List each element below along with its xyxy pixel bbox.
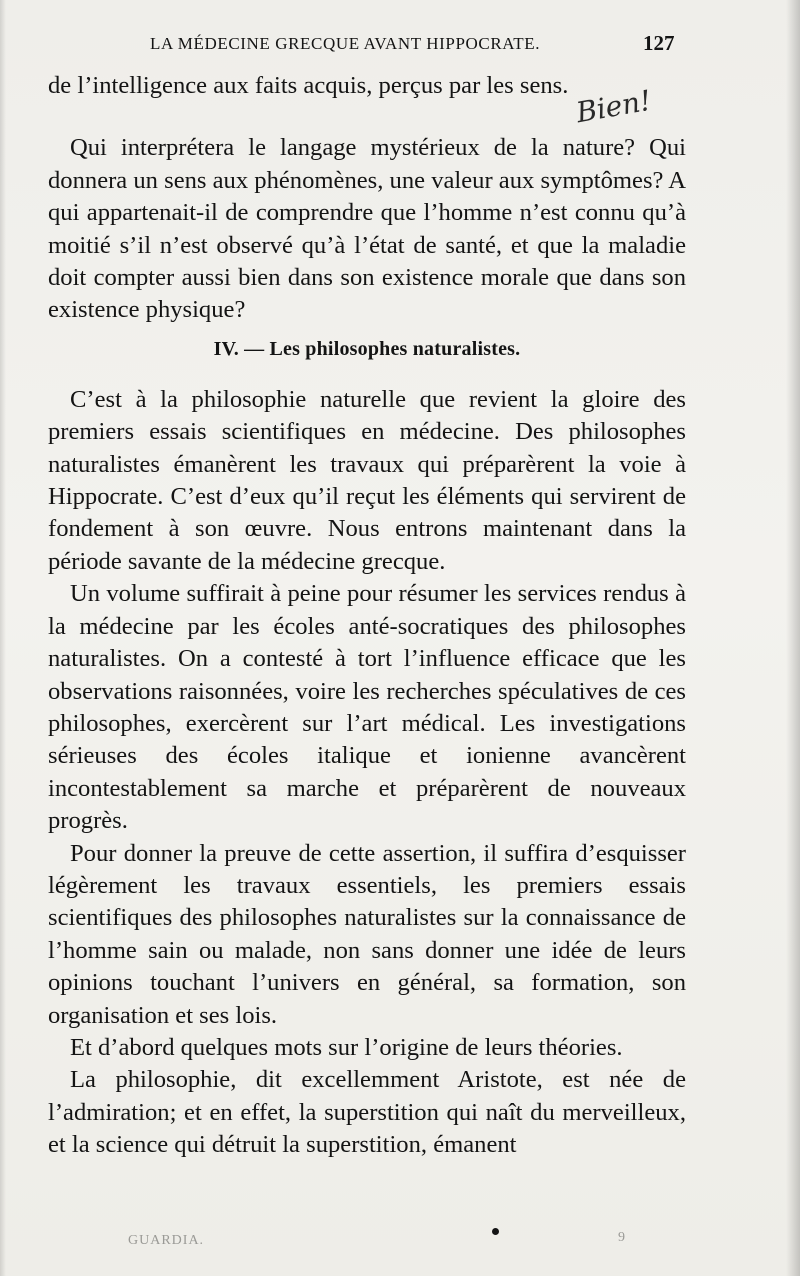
body-text — [48, 70, 686, 1162]
page-header — [0, 31, 800, 58]
running-title: LA MÉDECINE GRECQUE AVANT HIPPOCRATE. — [150, 34, 541, 53]
paragraph: Pour donner la preuve de cette assertion, il suffira d’esquisser légèrement les travaux essentiels, les premiers essais scientifiques des philosophes naturalistes sur la connaissance de l’homme sain ou malade, non sans donner une idée de leurs opinions touchant l’univers en général, sa formation, son organisation et ses lois. — [48, 839, 686, 1029]
paragraph: Qui interprétera le langage mystérieux de la nature? Qui donnera un sens aux phénomènes, une valeur aux symptômes? A qui appartenait-il de comprendre que l’homme n’est connu qu’à moitié s’il n’est observé qu’à l’état de santé, et que la maladie doit compter aussi bien dans son existence morale que dans son existence physique? — [48, 134, 686, 324]
page-edge-shadow — [786, 0, 800, 1276]
signature-number: 9 — [618, 1230, 625, 1245]
handwritten-annotation: Bien! — [573, 83, 654, 130]
paragraph-continued: de l’intelligence aux faits acquis, perçus par les sens. — [48, 72, 569, 99]
page-gutter-shadow — [0, 0, 6, 1276]
paragraph: Un volume suffirait à peine pour résumer les services rendus à la médecine par les écoles anté-socratiques des philosophes naturalistes. On a contesté à tort l’influence efficace que les observations raisonnées, voire les recherches spéculatives de ces philosophes, exercèrent sur l’art médical. Les investigations sérieuses des écoles italique et ionienne avancèrent incontestablement sa marche et préparèrent de nouveaux progrès. — [48, 580, 686, 835]
paragraph: La philosophie, dit excellemment Aristote, est née de l’admiration; et en effet, la superstition qui naît du merveilleux, et la science qui détruit la superstition, émanent — [48, 1066, 686, 1159]
paragraph-gap — [48, 102, 686, 132]
paragraph: C’est à la philosophie naturelle que revient la gloire des premiers essais scientifiques en médecine. Des philosophes naturalistes émanèrent les travaux qui préparèrent la voie à Hippocrate. C’est d’eux qu’il reçut les éléments qui servirent de fondement à son œuvre. Nous entrons maintenant dans la période savante de la médecine grecque. — [48, 385, 686, 575]
section-heading: IV. — Les philosophes naturalistes. — [213, 337, 521, 360]
printer-mark-dot — [492, 1228, 499, 1235]
signature-mark: GUARDIA. — [128, 1233, 205, 1248]
page-number: 127 — [643, 31, 675, 55]
paragraph: Et d’abord quelques mots sur l’origine de leurs théories. — [70, 1033, 623, 1061]
